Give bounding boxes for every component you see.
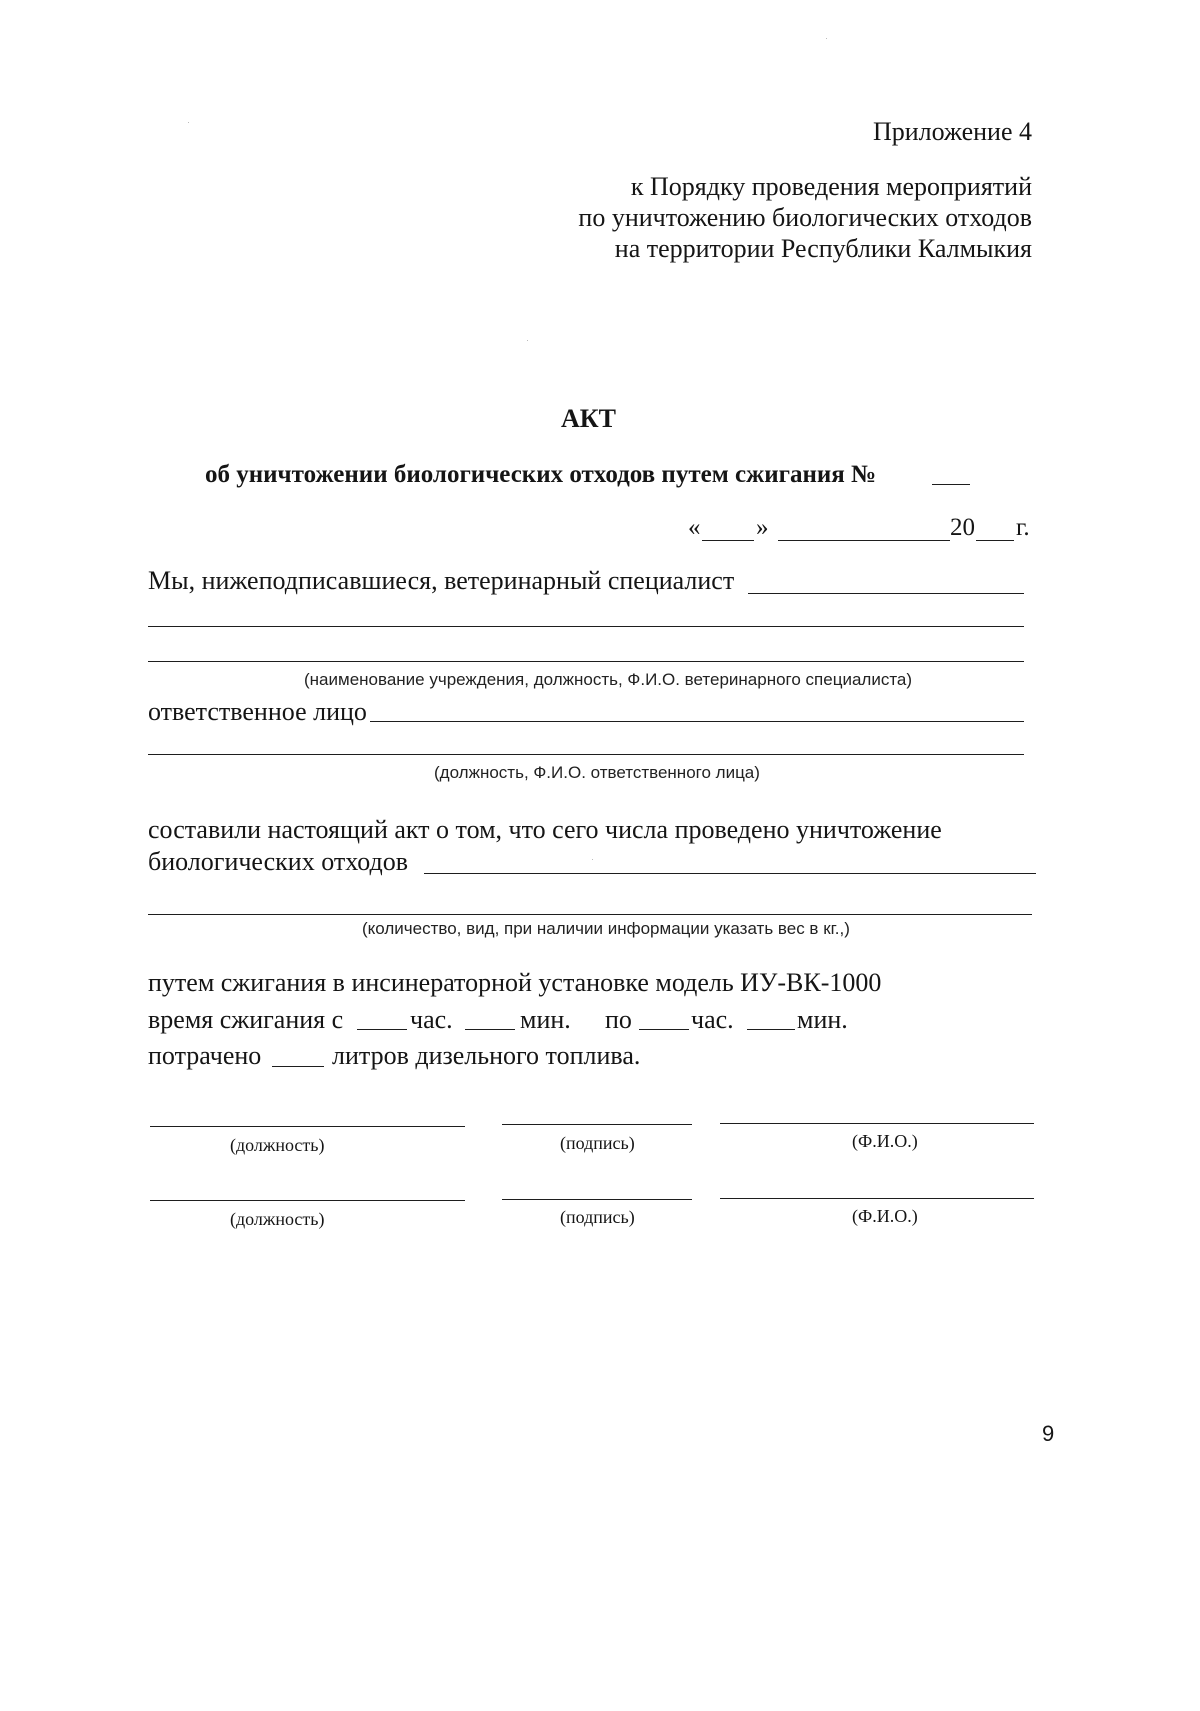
signature-sign-caption: (подпись)	[560, 1133, 635, 1153]
start-hours-field[interactable]	[357, 1029, 407, 1030]
signature-sign-caption: (подпись)	[560, 1207, 635, 1227]
signature-name-field[interactable]	[720, 1123, 1034, 1124]
burn-time-label: время сжигания с	[148, 1005, 344, 1034]
scan-speck	[592, 859, 593, 860]
specialist-field[interactable]	[748, 593, 1024, 594]
act-statement-line-1: составили настоящий акт о том, что сего числа проведено уничтожение	[148, 815, 942, 844]
responsible-person-field[interactable]	[370, 721, 1024, 722]
date-year-field[interactable]	[976, 540, 1014, 541]
incineration-method: путем сжигания в инсинераторной установке модель ИУ-ВК-1000	[148, 968, 882, 997]
end-hours-unit: час.	[691, 1005, 734, 1034]
signature-name-caption: (Ф.И.О.)	[852, 1131, 918, 1151]
appendix-reference-line-2: по уничтожению биологических отходов	[578, 203, 1032, 232]
signature-position-caption: (должность)	[230, 1135, 325, 1155]
fuel-label: потрачено	[148, 1041, 262, 1070]
date-year-prefix: 20	[950, 514, 975, 541]
end-hours-field[interactable]	[639, 1029, 689, 1030]
signature-name-field[interactable]	[720, 1198, 1034, 1199]
signature-sign-field[interactable]	[502, 1199, 692, 1200]
waste-description-field[interactable]	[424, 873, 1036, 874]
end-minutes-field[interactable]	[747, 1029, 795, 1030]
appendix-reference-line-1: к Порядку проведения мероприятий	[630, 172, 1032, 201]
fuel-liters-field[interactable]	[272, 1066, 324, 1067]
page-number: 9	[1042, 1421, 1055, 1446]
date-day-field[interactable]	[702, 540, 754, 541]
end-minutes-unit: мин.	[797, 1005, 848, 1034]
signature-position-field[interactable]	[150, 1126, 465, 1127]
document-subtitle: об уничтожении биологических отходов путем сжигания №	[205, 461, 877, 488]
waste-description-caption: (количество, вид, при наличии информации указать вес в кг.,)	[362, 919, 850, 938]
date-month-field[interactable]	[778, 540, 950, 541]
start-minutes-field[interactable]	[465, 1029, 515, 1030]
act-statement-line-2: биологических отходов	[148, 847, 408, 876]
start-hours-unit: час.	[410, 1005, 453, 1034]
appendix-reference-line-3: на территории Республики Калмыкия	[614, 234, 1032, 263]
scan-speck	[188, 122, 189, 123]
document-title: АКТ	[561, 404, 616, 433]
act-number-field[interactable]	[932, 484, 970, 485]
start-minutes-unit: мин.	[520, 1005, 571, 1034]
date-open-quote: «	[688, 514, 701, 541]
signature-name-caption: (Ф.И.О.)	[852, 1206, 918, 1226]
signature-sign-field[interactable]	[502, 1124, 692, 1125]
responsible-person-caption: (должность, Ф.И.О. ответственного лица)	[434, 763, 760, 782]
specialist-caption: (наименование учреждения, должность, Ф.И.О. ветеринарного специалиста)	[304, 670, 913, 689]
responsible-person-field-line-2[interactable]	[148, 754, 1024, 755]
scan-speck	[527, 340, 528, 341]
specialist-field-line-2[interactable]	[148, 626, 1024, 627]
specialist-field-line-3[interactable]	[148, 661, 1024, 662]
signatories-intro: Мы, нижеподписавшиеся, ветеринарный специалист	[148, 566, 735, 595]
waste-description-field-line-2[interactable]	[148, 914, 1032, 915]
signature-position-caption: (должность)	[230, 1209, 325, 1229]
fuel-unit-text: литров дизельного топлива.	[332, 1041, 641, 1070]
signature-position-field[interactable]	[150, 1200, 465, 1201]
appendix-label: Приложение 4	[872, 117, 1032, 146]
date-year-suffix: г.	[1016, 514, 1030, 541]
scan-speck	[826, 38, 827, 39]
burn-time-to-label: по	[605, 1005, 632, 1034]
date-close-quote: »	[756, 514, 769, 541]
responsible-person-label: ответственное лицо	[148, 697, 367, 726]
